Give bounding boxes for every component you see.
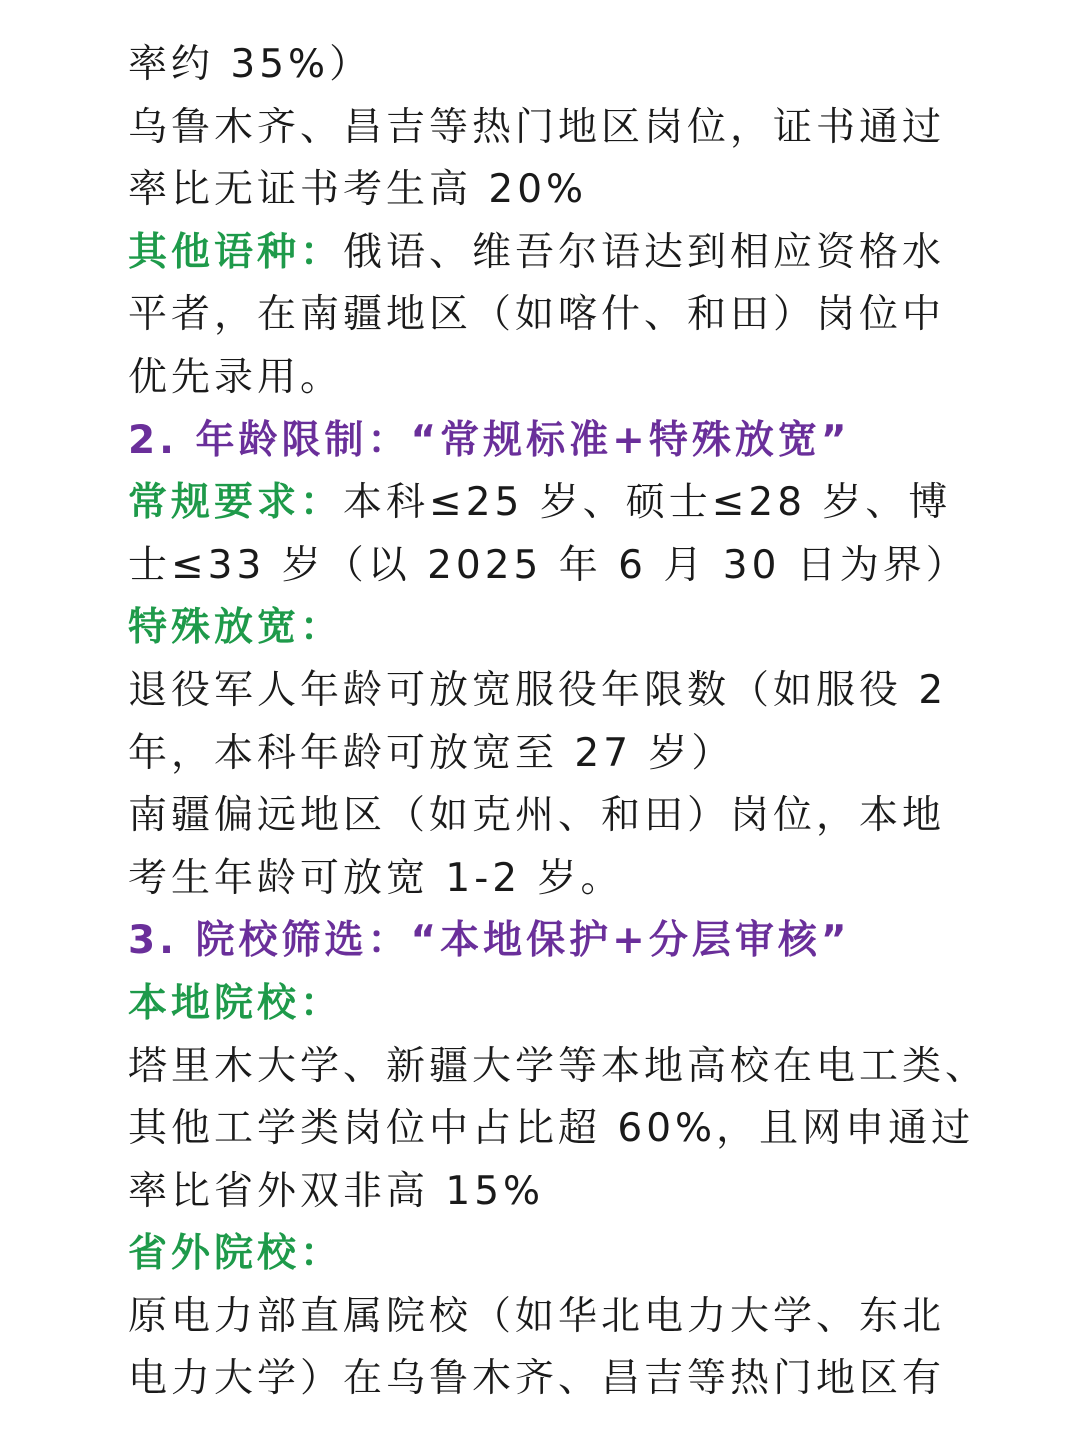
text-line — [128, 1286, 1028, 1349]
text-line — [128, 97, 1028, 160]
subheading-local-schools: 本地院校： — [128, 980, 344, 1026]
body-text: 电力大学）在乌鲁木齐、昌吉等热门地区有 — [128, 1356, 946, 1402]
text-line — [128, 597, 1028, 660]
subheading-special-relaxation: 特殊放宽： — [128, 605, 344, 651]
subheading-other-languages: 其他语种： — [128, 229, 344, 275]
text-line — [128, 34, 1028, 97]
text-line — [128, 284, 1028, 347]
body-text: 其他工学类岗位中占比超 60%，且网申通过 — [128, 1106, 975, 1152]
body-text: 俄语、维吾尔语达到相应资格水 — [343, 229, 946, 275]
body-text: 塔里木大学、新疆大学等本地高校在电工类、 — [128, 1043, 989, 1089]
text-line — [128, 1161, 1028, 1224]
body-text: 率比无证书考生高 20% — [128, 167, 588, 213]
text-line — [128, 347, 1028, 410]
body-text: 年，本科年龄可放宽至 27 岁） — [128, 730, 735, 776]
body-text: 士≤33 岁（以 2025 年 6 月 30 日为界） — [128, 542, 969, 588]
text-line — [128, 723, 1028, 786]
body-text: 率比省外双非高 15% — [128, 1168, 545, 1214]
body-text: 南疆偏远地区（如克州、和田）岗位，本地 — [128, 793, 946, 839]
body-text: 优先录用。 — [128, 354, 344, 400]
text-line — [128, 1036, 1028, 1099]
body-text: 率约 35%） — [128, 42, 373, 87]
subheading-regular-requirement: 常规要求： — [128, 480, 344, 526]
document-body — [128, 34, 1028, 1411]
body-text: 原电力部直属院校（如华北电力大学、东北 — [128, 1293, 946, 1339]
body-text: 平者，在南疆地区（如喀什、和田）岗位中 — [128, 292, 946, 338]
body-text: 退役军人年龄可放宽服役年限数（如服役 2 — [128, 667, 948, 713]
text-line — [128, 410, 1028, 473]
text-line — [128, 222, 1028, 285]
text-line — [128, 159, 1028, 222]
text-line — [128, 1223, 1028, 1286]
text-line — [128, 660, 1028, 723]
text-line — [128, 785, 1028, 848]
text-line — [128, 973, 1028, 1036]
body-text: 本科≤25 岁、硕士≤28 岁、博 — [343, 480, 952, 526]
text-line — [128, 1098, 1028, 1161]
body-text: 乌鲁木齐、昌吉等热门地区岗位，证书通过 — [128, 104, 946, 150]
subheading-out-of-province-schools: 省外院校： — [128, 1231, 344, 1277]
text-line — [128, 472, 1028, 535]
text-line — [128, 1348, 1028, 1411]
text-line — [128, 910, 1028, 973]
text-line — [128, 848, 1028, 911]
text-line — [128, 535, 1028, 598]
body-text: 考生年龄可放宽 1-2 岁。 — [128, 855, 624, 901]
section-heading-age-limit: 2. 年龄限制：“常规标准+特殊放宽” — [128, 417, 851, 463]
section-heading-school-screening: 3. 院校筛选：“本地保护+分层审核” — [128, 918, 851, 964]
